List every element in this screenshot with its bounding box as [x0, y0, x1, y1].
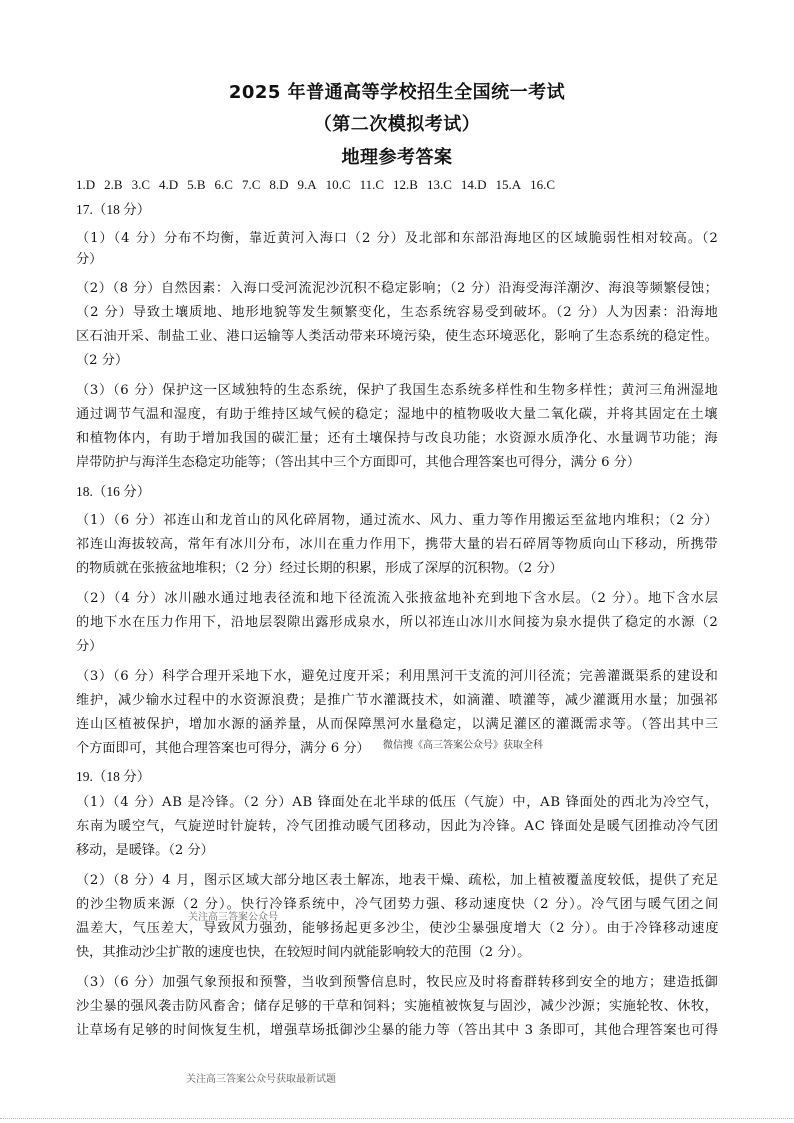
- choice-answer: 3.C: [131, 177, 150, 192]
- choice-answer: 15.A: [495, 177, 522, 192]
- choice-answer: 13.C: [426, 177, 452, 192]
- answer-line: （2）（8 分）自然因素：入海口受河流泥沙沉积不稳定影响；（2 分）沿海受海洋潮汐、海浪等频繁侵蚀；: [76, 281, 719, 296]
- choice-answer: 16.C: [530, 177, 556, 192]
- answer-line: （3）（6 分）保护这一区域独特的生态系统，保护了我国生态系统多样性和生物多样性；黄河三角洲湿地: [76, 383, 719, 398]
- choice-answer: 2.B: [104, 177, 123, 192]
- choice-answer: 6.C: [214, 177, 233, 192]
- answer-line: 温差大，气压差大，导致风力强劲，能够扬起更多沙尘，使沙尘暴强度增大（2 分）。由于冷锋移动速度: [76, 921, 720, 936]
- answer-line: （1）（4 分）AB 是冷锋。（2 分）AB 锋面处在北半球的低压（气旋）中，AB 锋面处的西北为冷空气，: [76, 795, 719, 810]
- choice-answer: 7.C: [241, 177, 261, 192]
- answer-line: 连山区植被保护，增加水源的涵养量，从而保障黑河水量稳定，以满足灌区的灌溉需求等。（答出其中三: [76, 717, 719, 732]
- answer-line: 沙尘暴的强风袭击防风畜舍；储存足够的干草和饲料；实施植被恢复与固沙，减少沙源；实施轮牧、休牧，: [76, 999, 719, 1014]
- answer-line: 的沙尘物质来源（2 分）。快行冷锋系统中，冷气团势力强、移动速度快（2 分）。冷气团与暖气团之间: [76, 897, 720, 912]
- choice-answers-row: [76, 177, 564, 193]
- answer-line: 祁连山海拔较高，常年有冰川分布，冰川在重力作用下，携带大量的岩石碎屑等物质向山下移动，所携带: [76, 537, 719, 552]
- answer-line: 区石油开采、制盐工业、港口运输等人类活动带来环境污染，使生态环境恶化，影响了生态系统的稳定性。: [76, 329, 719, 344]
- answer-line: （1）（4 分）分布不均衡，靠近黄河入海口（2 分）及北部和东部沿海地区的区域脆弱性相对较高。（2: [76, 231, 719, 246]
- question-heading: 18.（16 分）: [76, 484, 151, 499]
- choice-answer: 10.C: [325, 177, 351, 192]
- answer-line: 快，其推动沙尘扩散的速度也快，在较短时间内就能影响较大的范围（2 分）。: [76, 945, 531, 960]
- answer-line: 东南为暖空气，气旋逆时针旋转，冷气团推动暖气团移动，因此为冷锋。AC 锋面处是暖气团推动冷气团: [76, 819, 719, 834]
- choice-answer: 4.D: [158, 177, 179, 192]
- answer-line: 的地下水在压力作用下，沿地层裂隙出露形成泉水，所以祁连山冰川水间接为泉水提供了稳定的水源（2: [76, 615, 719, 630]
- choice-answer: 11.C: [359, 177, 385, 192]
- answer-line: （2 分）导致土壤质地、地形地貌等发生频繁变化，生态系统容易受到破坏。（2 分）人为因素：沿海地: [76, 305, 719, 320]
- answer-line: （3）（6 分）科学合理开采地下水，避免过度开采；利用黑河干支流的河川径流；完善灌溉渠系的建设和: [76, 669, 719, 684]
- answer-line: 岸带防护与海洋生态稳定功能等；（答出其中三个方面即可，其他合理答案也可得分，满分 6 分）: [76, 455, 641, 470]
- watermark-text-faint: 关注高三答案公众号: [188, 912, 278, 923]
- answer-line: （3）（6 分）加强气象预报和预警，当收到预警信息时，牧民应及时将畜群转移到安全的地方；建造抵御: [76, 975, 719, 990]
- choice-answer: 8.D: [269, 177, 289, 192]
- answer-line: 个方面即可，其他合理答案也可得分，满分 6 分）: [76, 741, 370, 756]
- question-heading: 19.（18 分）: [76, 769, 151, 784]
- answer-line: （1）（6 分）祁连山和龙首山的风化碎屑物，通过流水、风力、重力等作用搬运至盆地内堆积；（2 分）: [76, 513, 719, 528]
- answer-line: （2 分）: [76, 353, 129, 368]
- watermark-text: 微信搜《高三答案公众号》获取全科: [383, 740, 543, 751]
- choice-answer: 9.A: [297, 177, 317, 192]
- choice-answer: 1.D: [76, 177, 96, 192]
- answer-line: （2）（8 分）4 月，图示区域大部分地区表土解冻，地表干燥、疏松，加上植被覆盖度较低，提供了充足: [76, 873, 719, 888]
- choice-answer: 12.B: [393, 177, 418, 192]
- answer-line: （2）（4 分）冰川融水通过地表径流和地下径流流入张掖盆地补充到地下含水层。（2 分）。地下含水层: [76, 591, 720, 606]
- answer-line: 通过调节气温和湿度，有助于维持区域气候的稳定；湿地中的植物吸收大量二氧化碳，并将其固定在土壤: [76, 407, 719, 422]
- answer-line: 维护，减少输水过程中的水资源浪费；是推广节水灌溉技术，如滴灌、喷灌等，减少灌溉用水量；加强祁: [76, 693, 719, 708]
- choice-answer: 5.B: [187, 177, 206, 192]
- answer-line: 分）: [76, 252, 103, 267]
- answer-line: 移动，是暖锋。（2 分）: [76, 843, 214, 858]
- page-bottom-rule: [0, 1117, 794, 1119]
- watermark-text-footer: 关注高三答案公众号获取最新试题: [186, 1074, 336, 1085]
- answer-line: 让草场有足够的时间恢复生机，增强草场抵御沙尘暴的能力等（答出其中 3 条即可，其他合理答案也可得: [76, 1023, 719, 1038]
- exam-subtitle: （第二次模拟考试）: [313, 114, 481, 135]
- question-heading: 17.（18 分）: [76, 202, 151, 217]
- choice-answer: 14.D: [460, 177, 487, 192]
- answer-line: 和植物体内，有助于增加我国的碳汇量；还有土壤保持与改良功能；水资源水质净化、水量调节功能；海: [76, 431, 719, 446]
- answer-key-heading: 地理参考答案: [341, 147, 453, 168]
- answer-line: 的物质就在张掖盆地堆积；（2 分）经过长期的积累，形成了深厚的沉积物。（2 分）: [76, 561, 563, 576]
- exam-title: 2025 年普通高等学校招生全国统一考试: [228, 82, 566, 103]
- answer-line: 分）: [76, 639, 103, 654]
